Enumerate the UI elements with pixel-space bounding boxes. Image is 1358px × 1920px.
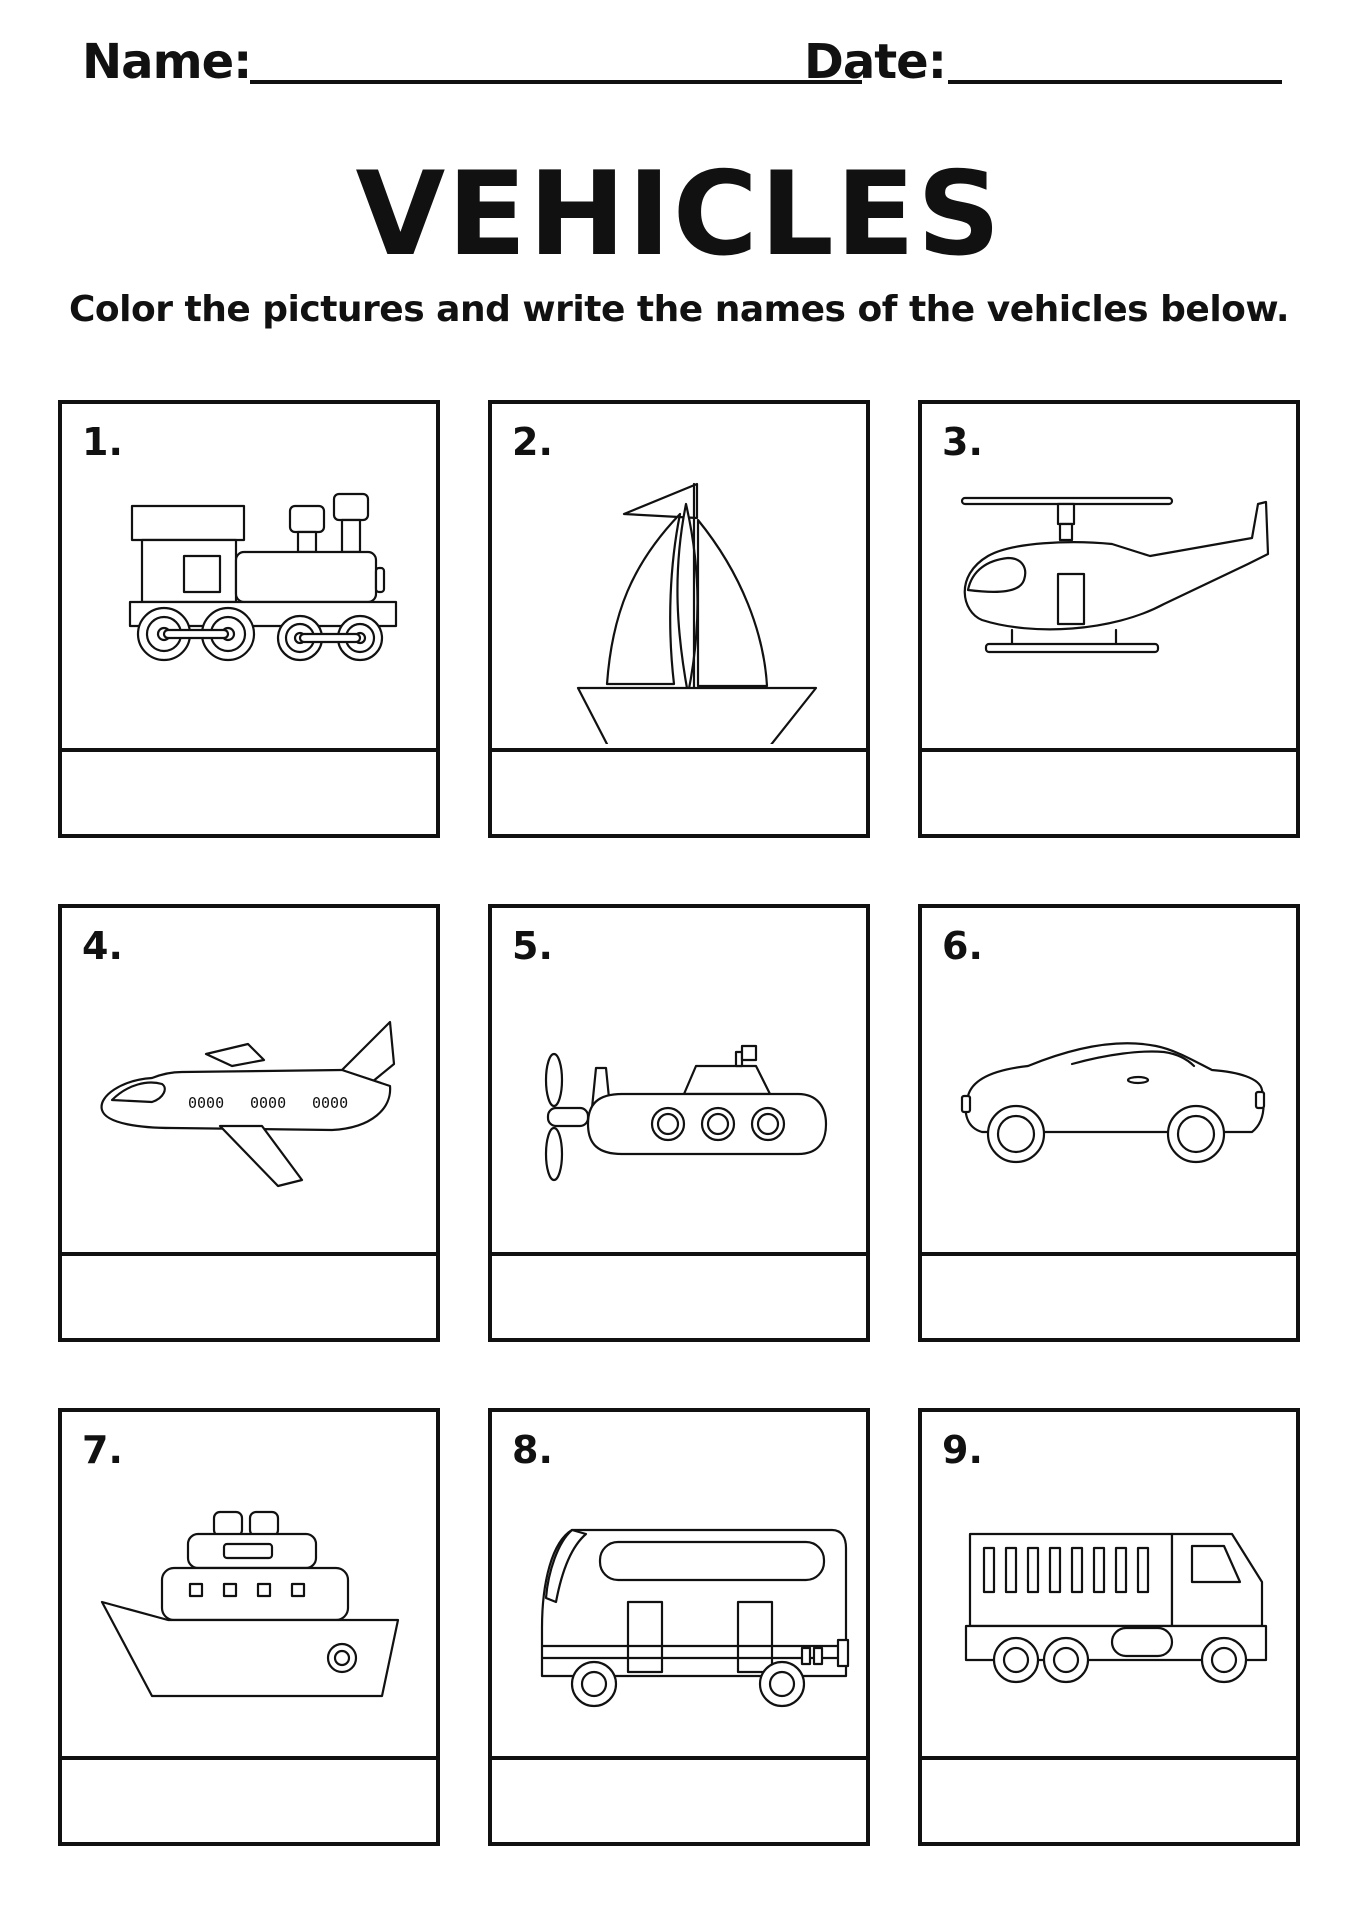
page-title: VEHICLES [355, 147, 1003, 282]
truck-icon [932, 1472, 1286, 1752]
card-number: 3. [942, 420, 983, 464]
header-row [82, 32, 1282, 102]
card-number: 4. [82, 924, 123, 968]
car-icon [932, 968, 1286, 1248]
card-9 [918, 1408, 1300, 1846]
card-5 [488, 904, 870, 1342]
answer-box[interactable] [492, 748, 866, 834]
card-3 [918, 400, 1300, 838]
date-label: Date: [804, 34, 946, 90]
card-1 [58, 400, 440, 838]
submarine-icon [502, 968, 856, 1248]
answer-box[interactable] [922, 748, 1296, 834]
answer-box[interactable] [62, 748, 436, 834]
name-label: Name: [82, 34, 252, 90]
answer-box[interactable] [922, 1252, 1296, 1338]
card-number: 2. [512, 420, 553, 464]
card-4 [58, 904, 440, 1342]
airplane-icon [72, 968, 426, 1248]
steam-train-icon [72, 464, 426, 744]
card-number: 8. [512, 1428, 553, 1472]
bus-icon [502, 1472, 856, 1752]
date-field[interactable] [948, 80, 1282, 84]
window-label: 0000 [250, 1094, 287, 1112]
card-number: 9. [942, 1428, 983, 1472]
sailboat-icon [502, 464, 856, 744]
name-field[interactable] [250, 80, 862, 84]
card-7 [58, 1408, 440, 1846]
ship-icon [72, 1472, 426, 1752]
answer-box[interactable] [492, 1756, 866, 1842]
window-label: 0000 [188, 1094, 225, 1112]
card-8 [488, 1408, 870, 1846]
card-6 [918, 904, 1300, 1342]
answer-box[interactable] [492, 1252, 866, 1338]
window-label: 0000 [312, 1094, 349, 1112]
answer-box[interactable] [62, 1252, 436, 1338]
card-number: 6. [942, 924, 983, 968]
card-2 [488, 400, 870, 838]
card-number: 7. [82, 1428, 123, 1472]
answer-box[interactable] [922, 1756, 1296, 1842]
card-number: 5. [512, 924, 553, 968]
helicopter-icon [932, 464, 1286, 744]
answer-box[interactable] [62, 1756, 436, 1842]
card-number: 1. [82, 420, 123, 464]
instructions: Color the pictures and write the names of the vehicles below. [68, 289, 1290, 330]
